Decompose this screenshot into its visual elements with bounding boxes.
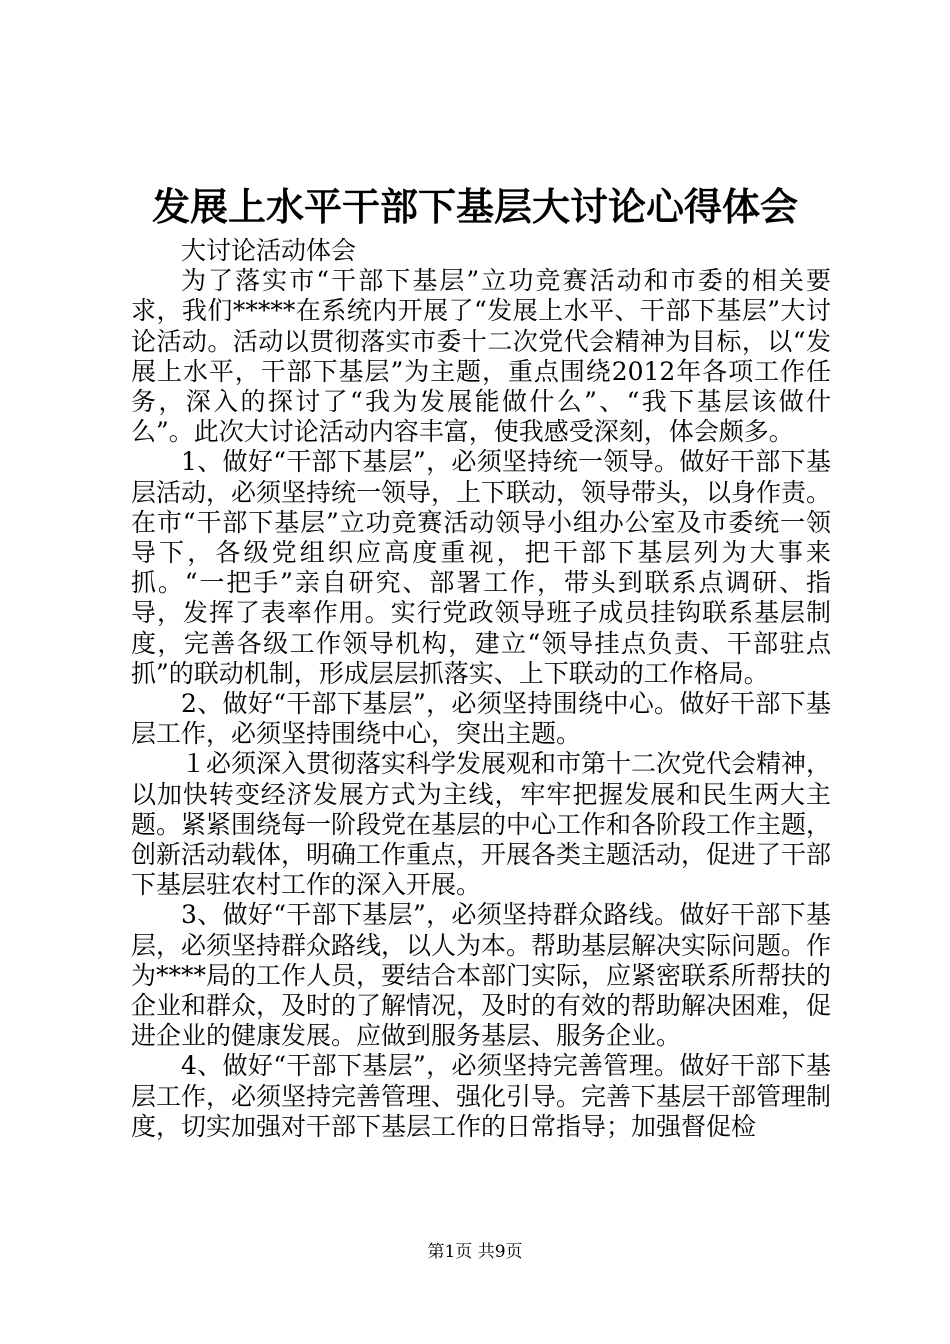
subtitle-paragraph: 大讨论活动体会 <box>181 236 357 265</box>
document-body <box>131 236 831 1142</box>
point-2-detail-paragraph: １必须深入贯彻落实科学发展观和市第十二次党代会精神，以加快转变经济发展方式为主线，牢牢把握发展和民生两大主题。紧紧围绕每一阶段党在基层的中心工作和各阶段工作主题，创新活动载体，明确工作重点，开展各类主题活动，促进了干部下基层驻农村工作的深入开展。 <box>131 749 832 900</box>
intro-paragraph: 为了落实市“干部下基层”立功竞赛活动和市委的相关要求，我们*****在系统内开展了“发展上水平、干部下基层”大讨论活动。活动以贯彻落实市委十二次党代会精神为目标，以“发展上水平，干部下基层”为主题，重点围绕2012年各项工作任务，深入的探讨了“我为发展能做什么”、“我下基层该做什么”。此次大讨论活动内容丰富，使我感受深刻，体会颇多。 <box>131 266 831 447</box>
point-3-paragraph: 3、做好“干部下基层”，必须坚持群众路线。做好干部下基层，必须坚持群众路线，以人为本。帮助基层解决实际问题。作为****局的工作人员，要结合本部门实际，应紧密联系所帮扶的企业和群众，及时的了解情况，及时的有效的帮助解决困难，促进企业的健康发展。应做到服务基层、服务企业。 <box>131 900 832 1051</box>
page-number-footer: 第1页 共9页 <box>427 1242 523 1262</box>
point-1-paragraph: 1、做好“干部下基层”，必须坚持统一领导。做好干部下基层活动，必须坚持统一领导，上下联动，领导带头，以身作责。在市“干部下基层”立功竞赛活动领导小组办公室及市委统一领导下，各级党组织应高度重视，把干部下基层列为大事来抓。“一把手”亲自研究、部署工作，带头到联系点调研、指导，发挥了表率作用。实行党政领导班子成员挂钩联系基层制度，完善各级工作领导机构，建立“领导挂点负责、干部驻点抓”的联动机制，形成层层抓落实、上下联动的工作格局。 <box>131 447 832 688</box>
point-2-paragraph: 2、做好“干部下基层”，必须坚持围绕中心。做好干部下基层工作，必须坚持围绕中心，突出主题。 <box>131 689 831 749</box>
document-title: 发展上水平干部下基层大讨论心得体会 <box>151 185 798 229</box>
point-4-paragraph: 4、做好“干部下基层”，必须坚持完善管理。做好干部下基层工作，必须坚持完善管理、强化引导。完善下基层干部管理制度，切实加强对干部下基层工作的日常指导；加强督促检 <box>131 1051 832 1141</box>
